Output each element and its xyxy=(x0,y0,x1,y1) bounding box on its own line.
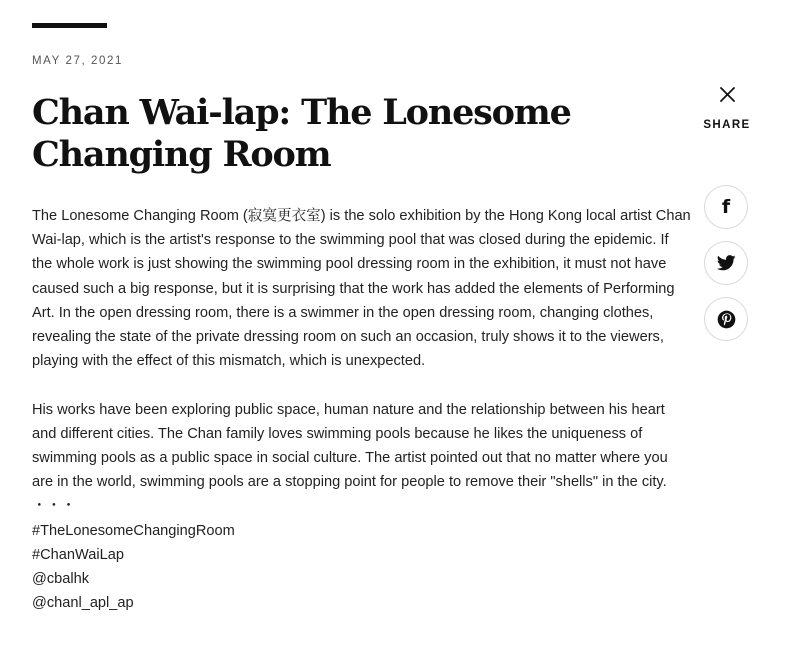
share-pinterest-button[interactable] xyxy=(704,297,748,341)
share-facebook-button[interactable] xyxy=(704,185,748,229)
post-title-line-2: Changing Room xyxy=(32,134,331,175)
mention-cbalhk[interactable]: @cbalhk xyxy=(32,571,89,588)
article-paragraph-2: His works have been exploring public space, human nature and the relationship between his heart and different cities. The Chan family loves swimming pools because he likes the uniqueness of swimming pools as a public space in social culture. The artist pointed out that no matter where you are in the world, swimming pools are a stopping point for people to remove their "shells" in the city. xyxy=(32,401,668,491)
twitter-icon xyxy=(717,255,736,271)
separator-dots: ・・・ xyxy=(32,498,76,515)
share-label: SHARE xyxy=(703,119,751,131)
facebook-icon: f xyxy=(721,196,731,218)
top-accent-rule xyxy=(32,23,107,28)
paragraph-spacer xyxy=(32,373,692,397)
post-title-line-1: Chan Wai-lap: The Lonesome xyxy=(32,92,571,133)
pinterest-icon xyxy=(717,310,736,329)
article-paragraph-1: The Lonesome Changing Room (寂寞更衣室) is the solo exhibition by the Hong Kong local artist Chan Wai-lap, which is the artist's response to the swimming pool that was closed during the epidemic. If the whole work is just showing the swimming pool dressing room in the exhibition, it must not have caused such a big response, but it is surprising that the work has added the elements of Performing Art. In the open dressing room, there is a swimmer in the open dressing room, changing clothes, revealing the state of the private dressing room on such an occasion, truly shows it to the viewers, playing with the effect of this mismatch, which is unexpected. xyxy=(32,208,691,370)
hashtag-chan-wai-lap[interactable]: #ChanWaiLap xyxy=(32,546,124,563)
close-icon xyxy=(720,87,735,102)
close-button[interactable] xyxy=(715,82,739,106)
article-body xyxy=(32,204,692,615)
hashtag-the-lonesome-changing-room[interactable]: #TheLonesomeChangingRoom xyxy=(32,522,235,539)
share-twitter-button[interactable] xyxy=(704,241,748,285)
post-title xyxy=(32,92,652,176)
mention-chanl-apl-ap[interactable]: @chanl_apl_ap xyxy=(32,595,134,612)
post-date: MAY 27, 2021 xyxy=(32,55,124,67)
